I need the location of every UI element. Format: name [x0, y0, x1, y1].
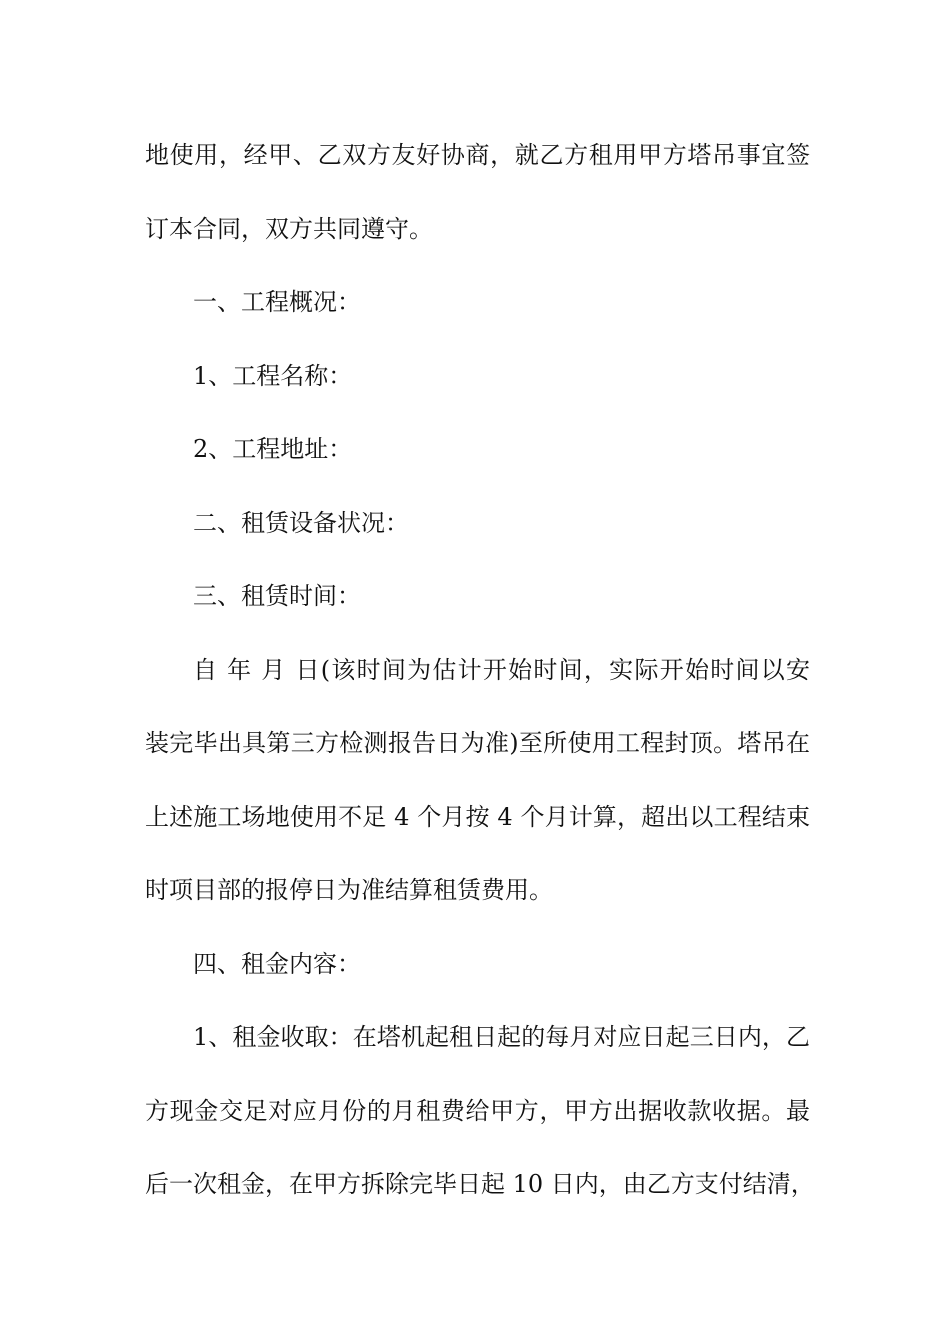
paragraph-line: 1、租金收取：在塔机起租日起的每月对应日起三日内，乙 [193, 1023, 810, 1051]
section-heading: 一、工程概况： [193, 288, 361, 316]
paragraph-line: 地使用，经甲、乙双方友好协商，就乙方租用甲方塔吊事宜签 [145, 141, 810, 169]
paragraph-line: 时项目部的报停日为准结算租赁费用。 [145, 876, 553, 904]
field-label-project-name: 1、工程名称： [193, 361, 353, 390]
section-heading: 二、租赁设备状况： [193, 508, 409, 537]
contract-body-text [145, 128, 815, 1231]
section-heading: 三、租赁时间： [193, 582, 361, 610]
paragraph-line: 装完毕出具第三方检测报告日为准)至所使用工程封顶。塔吊在 [145, 729, 810, 757]
paragraph-line: 后一次租金，在甲方拆除完毕日起 10 日内，由乙方支付结清， [145, 1170, 815, 1198]
field-label-project-address: 2、工程地址： [193, 435, 353, 463]
section-heading: 四、租金内容： [193, 949, 361, 978]
paragraph-line: 订本合同，双方共同遵守。 [145, 214, 433, 243]
paragraph-line: 上述施工场地使用不足 4 个月按 4 个月计算，超出以工程结束 [145, 802, 810, 831]
paragraph-line: 方现金交足对应月份的月租费给甲方，甲方出据收款收据。最 [145, 1096, 810, 1125]
paragraph-line: 自 年 月 日(该时间为估计开始时间，实际开始时间以安 [193, 655, 810, 684]
